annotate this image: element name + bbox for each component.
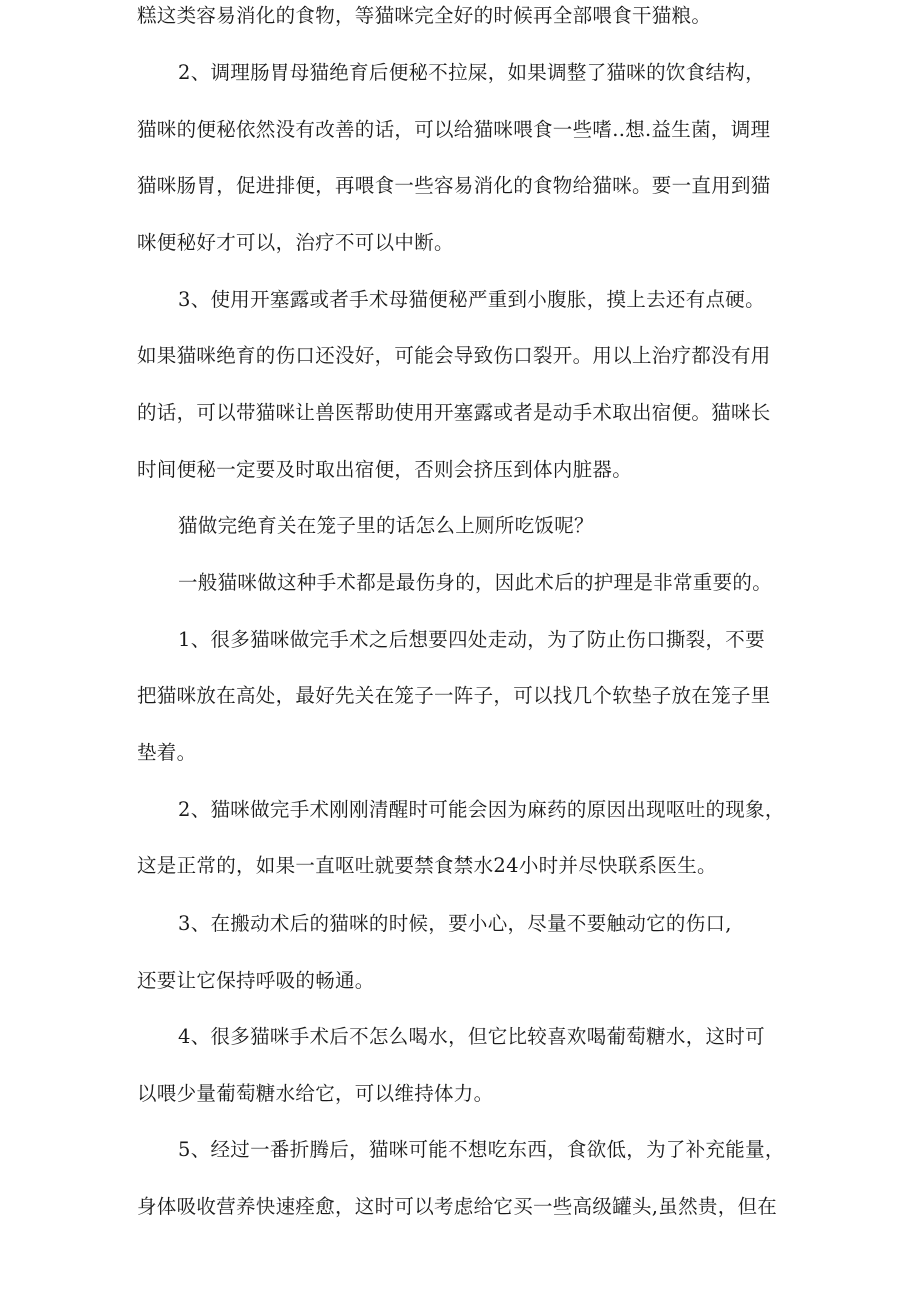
text-line: 3、使用开塞露或者手术母猫便秘严重到小腹胀，摸上去还有点硬。 (178, 288, 765, 311)
text-line: 猫咪肠胃，促进排便，再喂食一些容易消化的食物给猫咪。要一直用到猫 (137, 174, 771, 197)
text-line: 2、猫咪做完手术刚刚清醒时可能会因为麻药的原因出现呕吐的现象， (178, 798, 785, 821)
text-line: 1、很多猫咪做完手术之后想要四处走动，为了防止伤口撕裂，不要 (178, 628, 765, 651)
text-line: 4、很多猫咪手术后不怎么喝水，但它比较喜欢喝葡萄糖水，这时可 (178, 1025, 765, 1048)
text-line: 把猫咪放在高处，最好先关在笼子一阵子，可以找几个软垫子放在笼子里 (137, 684, 771, 707)
text-line: 糕这类容易消化的食物，等猫咪完全好的时候再全部喂食干猫粮。 (137, 4, 712, 27)
text-line: 如果猫咪绝育的伤口还没好，可能会导致伤口裂开。用以上治疗都没有用 (137, 344, 771, 367)
text-line: 一般猫咪做这种手术都是最伤身的，因此术后的护理是非常重要的。 (178, 571, 773, 594)
text-line: 2、调理肠胃母猫绝育后便秘不拉屎，如果调整了猫咪的饮食结构， (178, 61, 765, 84)
section-heading: 猫做完绝育关在笼子里的话怎么上厕所吃饭呢？ (178, 514, 594, 537)
text-line: 垫着。 (137, 741, 197, 764)
text-line: 的话，可以带猫咪让兽医帮助使用开塞露或者是动手术取出宿便。猫咪长 (137, 401, 771, 424)
text-line: 这是正常的，如果一直呕吐就要禁食禁水24小时并尽快联系医生。 (137, 854, 717, 877)
text-line: 身体吸收营养快速痊愈，这时可以考虑给它买一些高级罐头,虽然贵，但在 (137, 1195, 778, 1218)
text-line: 以喂少量葡萄糖水给它，可以维持体力。 (137, 1082, 494, 1105)
text-line: 3、在搬动术后的猫咪的时候，要小心，尽量不要触动它的伤口, (178, 912, 732, 935)
text-line: 5、经过一番折腾后，猫咪可能不想吃东西，食欲低，为了补充能量， (178, 1138, 785, 1161)
text-line: 咪便秘好才可以，治疗不可以中断。 (137, 231, 454, 254)
text-line: 时间便秘一定要及时取出宿便，否则会挤压到体内脏器。 (137, 458, 633, 481)
text-line: 猫咪的便秘依然没有改善的话，可以给猫咪喂食一些嗜..想.益生菌，调理 (137, 118, 771, 141)
text-line: 还要让它保持呼吸的畅通。 (137, 969, 375, 992)
